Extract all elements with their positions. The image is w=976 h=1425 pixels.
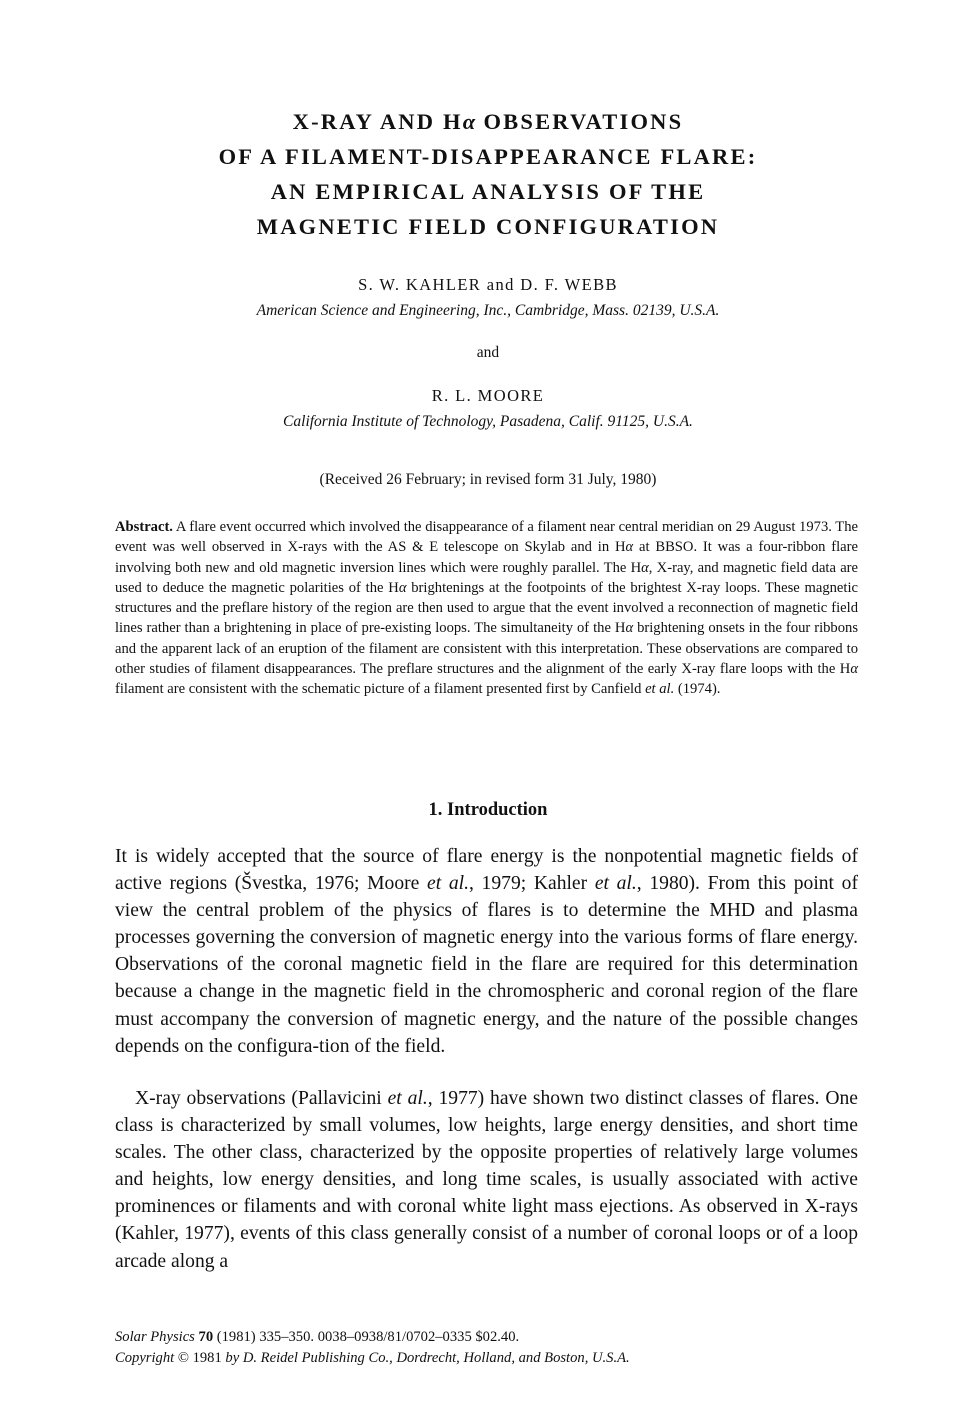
article-title (0, 104, 976, 244)
affiliation-primary: American Science and Engineering, Inc., Cambridge, Mass. 02139, U.S.A. (256, 302, 720, 319)
copyright-symbol: © (177, 1350, 189, 1366)
copyright-line: Copyright © 1981 by D. Reidel Publishing Co., Dordrecht, Holland, and Boston, U.S.A. (115, 1350, 630, 1366)
intro-paragraph-2: X-ray observations (Pallavicini et al., 1977) have shown two distinct classes of flares. One class is characterized by small volumes, low heights, large energy densities, and short time scales. The other class, characterized by the opposite properties of relatively large volumes and heights, low energy densities, and long time scales, is usually associated with active prominences or filaments and with coronal white light mass ejections. As observed in X-rays (Kahler, 1977), events of this class generally consist of a number of coronal loops or of a loop arcade along a (115, 1088, 859, 1272)
title-line-4: MAGNETIC FIELD CONFIGURATION (256, 214, 720, 239)
authors-secondary: R. L. MOORE (431, 386, 545, 405)
page-footer (115, 1327, 630, 1369)
section-heading: 1. Introduction (428, 800, 548, 820)
authors-primary: S. W. KAHLER and D. F. WEBB (358, 275, 618, 294)
abstract-label: Abstract. (115, 519, 173, 535)
intro-paragraph-1: It is widely accepted that the source of flare energy is the nonpotential magnetic fields of active regions (Švestka, 1976; Moore et al., 1979; Kahler et al., 1980). From this point of view the central problem of the physics of flares is to determine the MHD and plasma processes governing the conversion of magnetic energy into the various forms of flare energy. Observations of the coronal magnetic field in the flare are required for this determination because a change in the magnetic field in the chromospheric and coronal region of the flare must accompany the conversion of magnetic energy, and the nature of the possible changes depends on the configura-tion of the field. (115, 846, 858, 1057)
abstract: Abstract. A flare event occurred which involved the disappearance of a filament near central meridian on 29 August 1973. The event was well observed in X-rays with the AS & E telescope on Skylab and in Hα at BBSO. It was a four-ribbon flare involving both new and old magnetic inversion lines which were roughly parallel. The Hα, X-ray, and magnetic field data are used to deduce the magnetic polarities of the Hα brightenings at the footpoints of the brightest X-ray loops. These magnetic structures and the preflare history of the region are then used to argue that the event involved a reconnection of magnetic field lines rather than a brightening in place of pre-existing loops. The simultaneity of the Hα brightening onsets in the four ribbons and the apparent lack of an eruption of the filament are consistent with this interpretation. These observations are compared to other studies of filament disappearances. The preflare structures and the alignment of the early X-ray flare loops with the Hα filament are consistent with the schematic picture of a filament presented first by Canfield et al. (1974). (115, 519, 859, 698)
journal-citation: Solar Physics 70 (1981) 335–350. 0038–0938/81/0702–0335 $02.40. (115, 1329, 520, 1345)
title-line-3: AN EMPIRICAL ANALYSIS OF THE (270, 179, 706, 204)
received-date: (Received 26 February; in revised form 31 July, 1980) (319, 471, 657, 488)
author-conjunction: and (476, 344, 500, 361)
title-line-1: X-RAY AND Hα OBSERVATIONS (292, 109, 684, 134)
title-line-2: OF A FILAMENT-DISAPPEARANCE FLARE: (218, 144, 758, 169)
affiliation-secondary: California Institute of Technology, Pasadena, Calif. 91125, U.S.A. (283, 413, 693, 430)
